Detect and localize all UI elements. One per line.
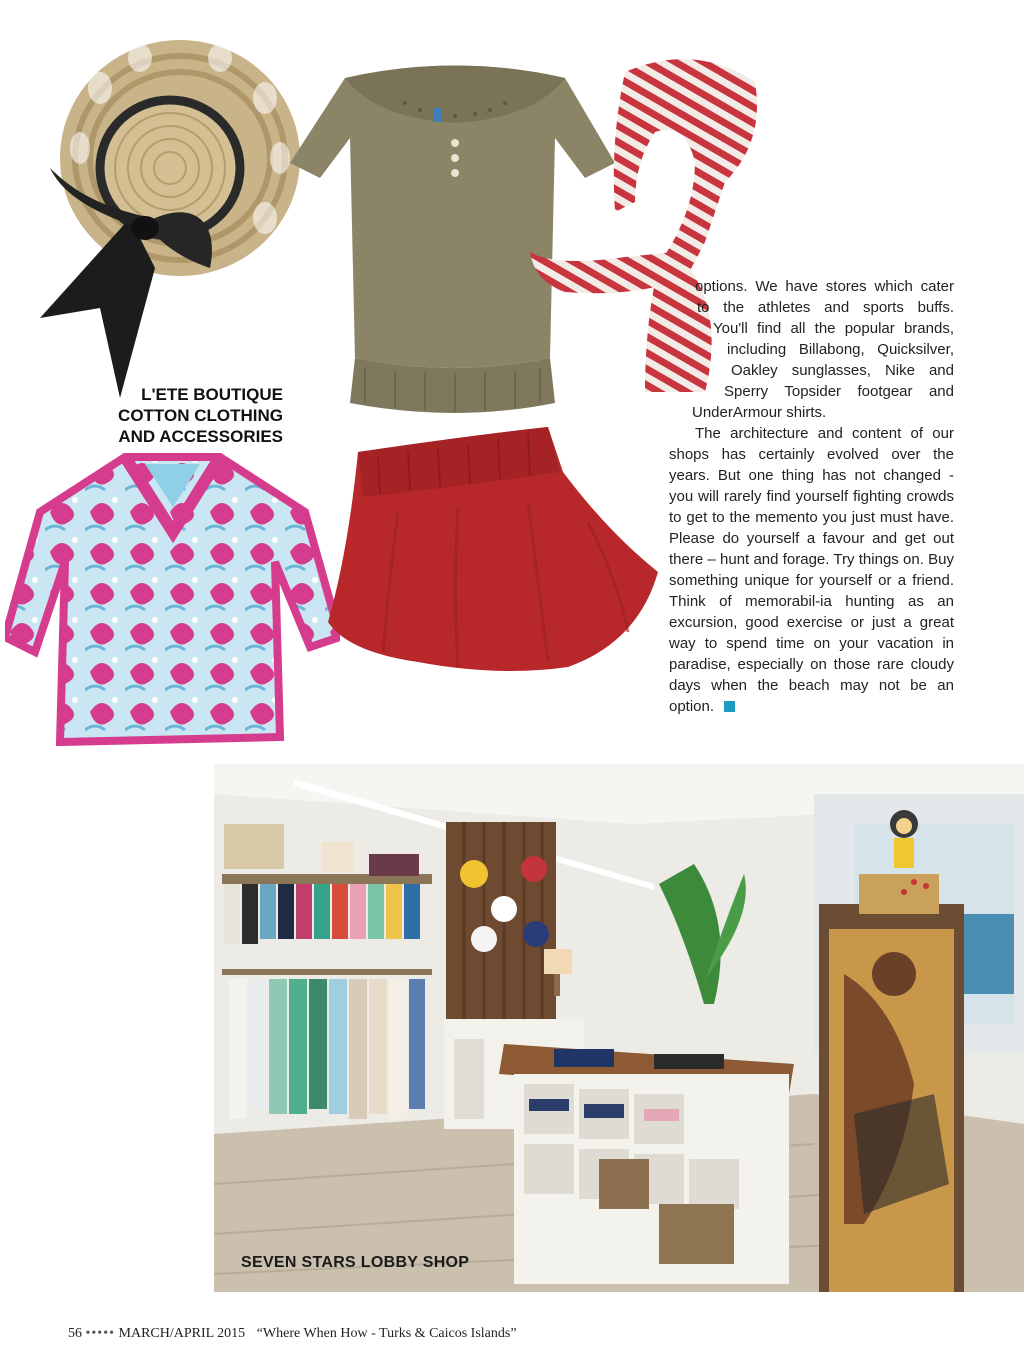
article-para-2-text: The architecture and content of our shops has certainly evolved over the years. But one thing has not changed - you will rarely find yourself fighting crowds to get to the memento you just must have. Please do yourself a favour and get out there – hunt and forage. Try things on. Buy something unique for yourself or a friend. Think of memorabil-ia hunting as an excursion, good exercise or just a great way to spend time on your vacation in paradise, especially on those rare cloudy days when the beach may not be an option. (669, 425, 954, 715)
page-number: 56 (68, 1326, 82, 1341)
issue-date: MARCH/APRIL 2015 (118, 1326, 246, 1341)
caption-line-1: L'ETE BOUTIQUE (141, 385, 283, 404)
shop-photo-caption: SEVEN STARS LOBBY SHOP (241, 1254, 470, 1271)
para1-line: options. We have stores which cater (695, 278, 954, 295)
page-footer (68, 1326, 517, 1342)
publication-name: “Where When How - Turks & Caicos Islands” (256, 1326, 517, 1341)
article-column (669, 276, 954, 717)
dragon-tunic-photo (5, 452, 340, 747)
article-para-2 (669, 423, 954, 717)
straw-hat-photo (20, 18, 300, 398)
article-para-1 (669, 276, 954, 423)
boutique-caption (60, 384, 283, 447)
end-of-article-square-icon (724, 701, 735, 712)
para1-line: UnderArmour shirts. (692, 404, 827, 421)
para1-line: Oakley sunglasses, Nike and (731, 362, 954, 379)
para1-line: including Billabong, Quicksilver, (727, 341, 954, 358)
red-skirt-photo (328, 412, 663, 672)
para1-line: to the athletes and sports buffs. (697, 299, 954, 316)
caption-line-2: COTTON CLOTHING (118, 406, 283, 425)
seven-stars-lobby-shop-photo (214, 764, 1024, 1292)
caption-line-3: AND ACCESSORIES (118, 427, 283, 446)
para1-line: Sperry Topsider footgear and (724, 383, 954, 400)
para1-line: You'll find all the popular brands, (713, 320, 954, 337)
footer-dots: ••••• (85, 1326, 116, 1341)
